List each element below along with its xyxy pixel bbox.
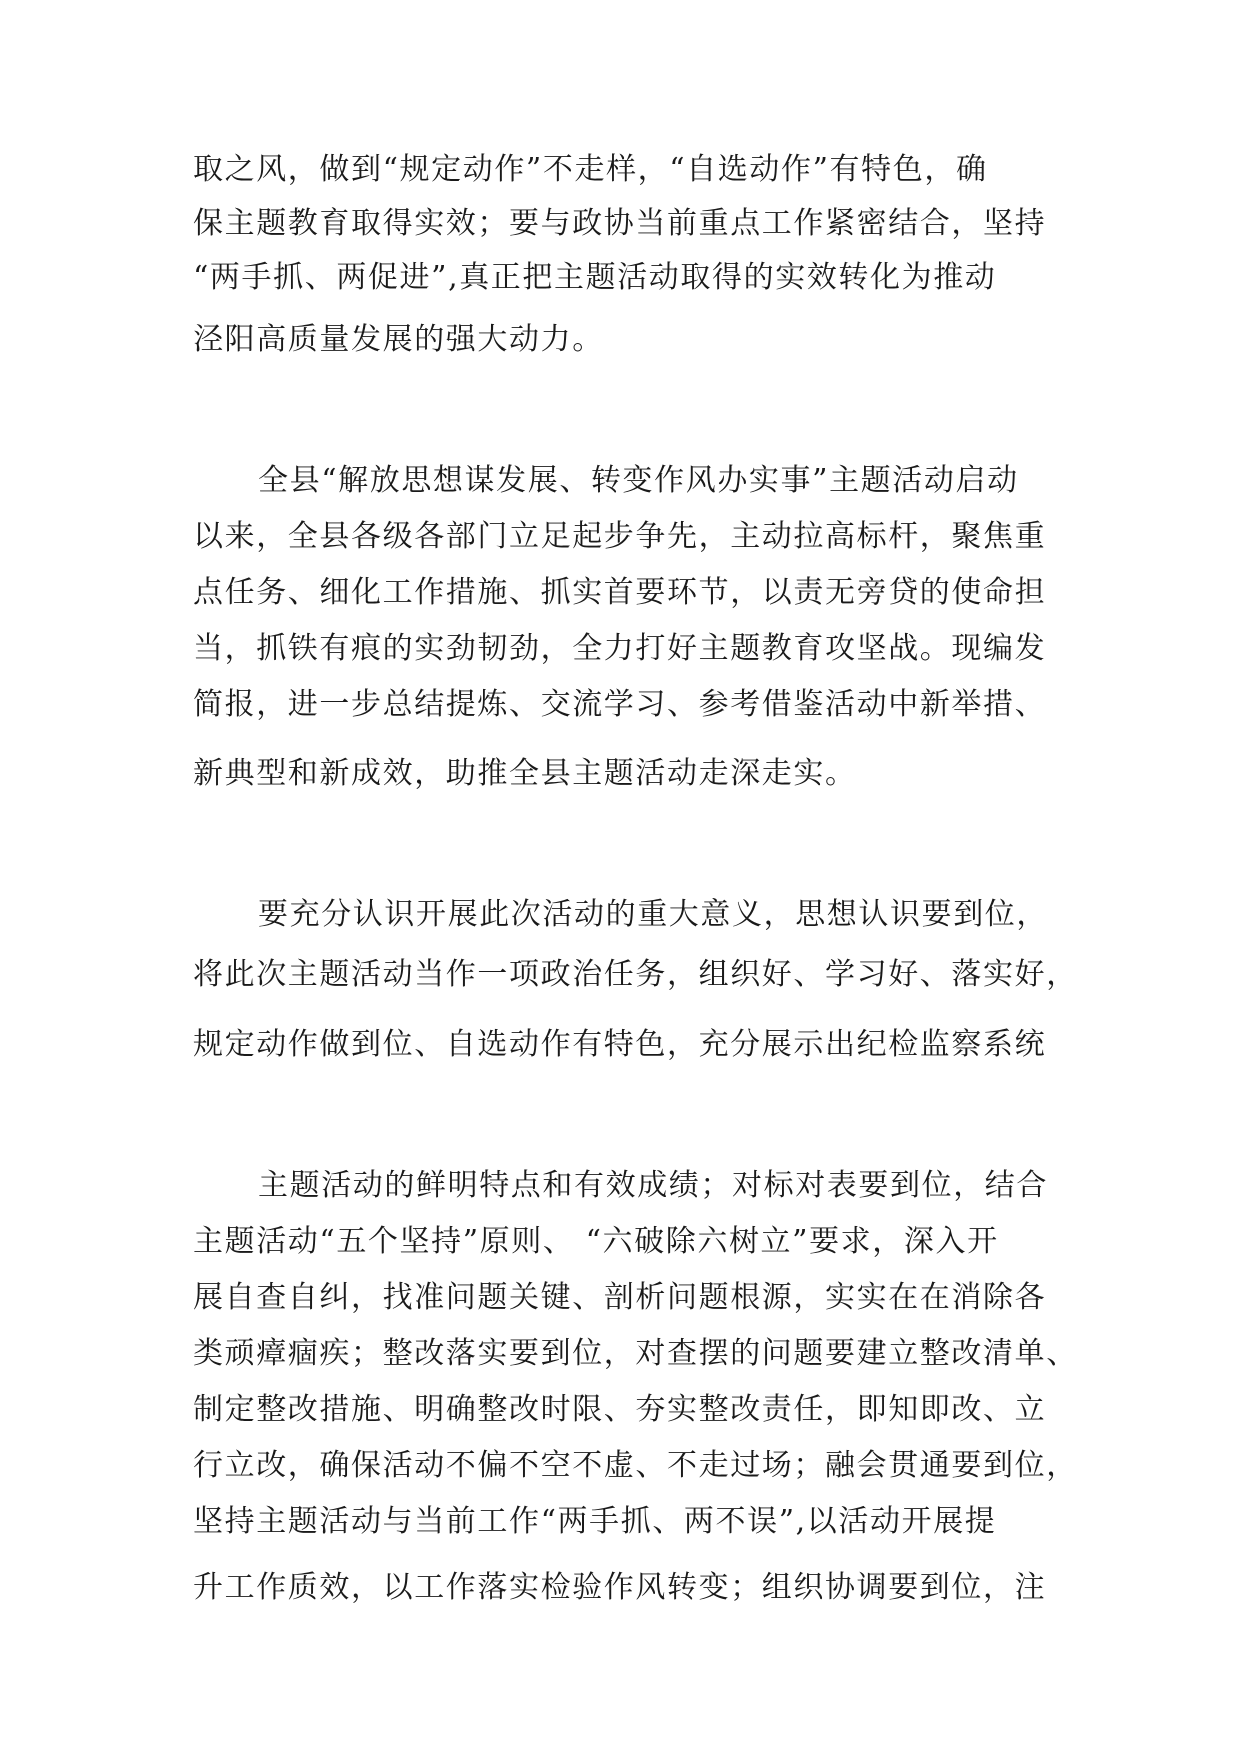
text-line: 泾阳高质量发展的强大动力。 [193, 322, 604, 357]
text-line: “两手抓、两促进”,真正把主题活动取得的实效转化为推动 [193, 260, 997, 295]
text-line: 取之风，做到“规定动作”不走样，“自选动作”有特色，确 [193, 152, 988, 187]
text-line: 要充分认识开展此次活动的重大意义，思想认识要到位， [258, 897, 1048, 932]
text-line: 坚持主题活动与当前工作“两手抓、两不误”,以活动开展提 [193, 1504, 997, 1539]
text-line: 类顽瘴痼疾；整改落实要到位，对查摆的问题要建立整改清单、 [193, 1336, 1078, 1371]
text-line: 当，抓铁有痕的实劲韧劲，全力打好主题教育攻坚战。现编发 [193, 631, 1047, 666]
text-line: 展自查自纠，找准问题关键、剖析问题根源，实实在在消除各 [193, 1280, 1047, 1315]
text-line: 将此次主题活动当作一项政治任务，组织好、学习好、落实好， [193, 957, 1078, 992]
text-line: 主题活动的鲜明特点和有效成绩；对标对表要到位，结合 [258, 1168, 1048, 1203]
text-line: 升工作质效，以工作落实检验作风转变；组织协调要到位，注 [193, 1570, 1047, 1605]
text-line: 保主题教育取得实效；要与政协当前重点工作紧密结合，坚持 [193, 206, 1047, 241]
text-line: 以来，全县各级各部门立足起步争先，主动拉高标杆，聚焦重 [193, 519, 1047, 554]
text-line: 全县“解放思想谋发展、转变作风办实事”主题活动启动 [258, 463, 1019, 498]
text-line: 行立改，确保活动不偏不空不虚、不走过场；融会贯通要到位， [193, 1448, 1078, 1483]
text-line: 新典型和新成效，助推全县主题活动走深走实。 [193, 756, 857, 791]
text-line: 简报，进一步总结提炼、交流学习、参考借鉴活动中新举措、 [193, 687, 1047, 722]
text-line: 主题活动“五个坚持”原则、 “六破除六树立”要求，深入开 [193, 1224, 999, 1259]
text-line: 规定动作做到位、自选动作有特色，充分展示出纪检监察系统 [193, 1027, 1047, 1062]
text-line: 点任务、细化工作措施、抓实首要环节，以责无旁贷的使命担 [193, 575, 1047, 610]
text-line: 制定整改措施、明确整改时限、夯实整改责任，即知即改、立 [193, 1392, 1047, 1427]
